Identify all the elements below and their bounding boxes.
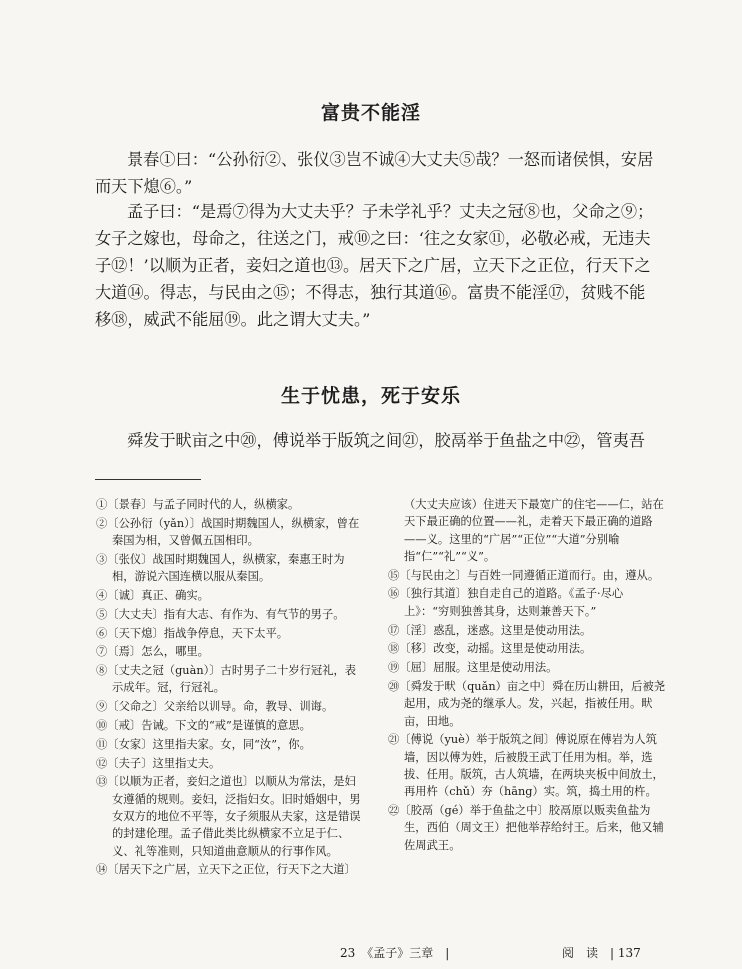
footnote: ④〔诚〕真正、确实。 [96, 588, 209, 602]
footnotes-right-column [388, 496, 666, 855]
footer-chapter: 23 《孟子》三章 | [340, 946, 450, 960]
footnote: ㉒〔胶鬲（gé）举于鱼盐之中〕胶鬲原以贩卖鱼盐为生，西伯（周文王）把他举荐给纣王。后来，他又辅佐周武王。 [388, 804, 664, 852]
section-title-1: 富贵不能淫 [320, 102, 421, 124]
footnote: ⑳〔舜发于畎（quǎn）亩之中〕舜在历山耕田，后被尧起用，成为尧的继承人。发，兴起，指被任用。畎亩，田地。 [388, 679, 666, 728]
footnote: ⑩〔戒〕告诫。下文的“戒”是谨慎的意思。 [96, 719, 311, 733]
footer-page-number: 阅 读 | 137 [562, 946, 641, 960]
footnote: ⑥〔天下熄〕指战争停息，天下太平。 [96, 626, 289, 640]
footnote: ㉑〔傅说（yuè）举于版筑之间〕傅说原在傅岩为人筑墙，因以傅为姓，后被殷王武丁任用为相。举，选拔、任用。版筑，古人筑墙，在两块夹板中间放土，再用杵（chǔ）夯（hāng）实。筑，捣土用的杵。 [388, 733, 664, 799]
paragraph-text: 舜发于畎亩之中⑳，傅说举于版筑之间㉑，胶鬲举于鱼盐之中㉒，管夷吾 [127, 431, 645, 450]
paragraph-2 [95, 198, 655, 333]
paragraph-3 [95, 427, 655, 454]
footnote: ⑨〔父命之〕父亲给以训导。命，教导、训诲。 [96, 700, 334, 714]
footnote: ⑬〔以顺为正者，妾妇之道也〕以顺从为常法，是妇女遵循的规则。妾妇，泛指妇女。旧时婚姻中，男女双方的地位不平等，女子须服从夫家，这是错误的封建伦理。孟子借此类比纵横家不立足于仁、义、礼等准则，只知道曲意顺从的行事作风。 [96, 775, 361, 858]
section-title-2: 生于忧患，死于安乐 [280, 385, 461, 407]
footnote: ⑱〔移〕改变，动摇。这里是使动用法。 [388, 642, 592, 656]
footnote: ⑯〔独行其道〕独自走自己的道路。《孟子·尽心上》：“穷则独善其身，达则兼善天下。” [388, 587, 624, 618]
footnote: ②〔公孙衍（yǎn）〕战国时期魏国人，纵横家，曾在秦国为相，又曾佩五国相印。 [96, 516, 360, 548]
paragraph-text: 孟子曰：“是焉⑦得为大丈夫乎？子未学礼乎？丈夫之冠⑧也，父命之⑨；女子之嫁也，母命之，往送之门，戒⑩之曰：‘往之女家⑪，必敬必戒，无违夫子⑫！’以顺为正者，妾妇之道也⑬。居天下之广居，立天下之正位，行天下之大道⑭。得志，与民由之⑮；不得志，独行其道⑯。富贵不能淫⑰，贫贱不能移⑱，威武不能屈⑲。此之谓大丈夫。” [95, 202, 654, 329]
footnote-divider [95, 479, 201, 480]
footnote: ⑦〔焉〕怎么，哪里。 [96, 645, 209, 659]
footnote: ⑭〔居天下之广居，立天下之正位，行天下之大道〕 [96, 863, 356, 877]
footnote: ⑲〔屈〕屈服。这里是使动用法。 [388, 661, 558, 675]
footnote: ⑤〔大丈夫〕指有大志、有作为、有气节的男子。 [96, 607, 345, 621]
footnote: ⑪〔女家〕这里指夫家。女，同“汝”，你。 [96, 737, 311, 751]
footnote: ③〔张仪〕战国时期魏国人，纵横家，秦惠王时为相，游说六国连横以服从秦国。 [96, 552, 345, 584]
footnote: ①〔景春〕与孟子同时代的人，纵横家。 [96, 498, 300, 511]
footnote: ⑫〔夫子〕这里指丈夫。 [96, 756, 221, 770]
footnote: ⑧〔丈夫之冠（guàn）〕古时男子二十岁行冠礼，表示成年。冠，行冠礼。 [96, 664, 357, 695]
footnote: ⑰〔淫〕惑乱，迷惑。这里是使动用法。 [388, 623, 592, 637]
paragraph-text: 景春①曰：“公孙衍②、张仪③岂不诚④大丈夫⑤哉？一怒而诸侯惧，安居而天下熄⑥。” [95, 150, 654, 196]
footnote-continuation: （大丈夫应该）住进天下最宽广的住宅——仁，站在天下最正确的位置——礼，走着天下最正确的道路——义。这里的“广居”“正位”“大道”分别喻指“仁”“礼”“义”。 [404, 498, 664, 563]
footnote: ⑮〔与民由之〕与百姓一同遵循正道而行。由，遵从。 [388, 568, 660, 582]
footnotes-left-column [96, 496, 364, 880]
paragraph-1 [95, 146, 655, 200]
